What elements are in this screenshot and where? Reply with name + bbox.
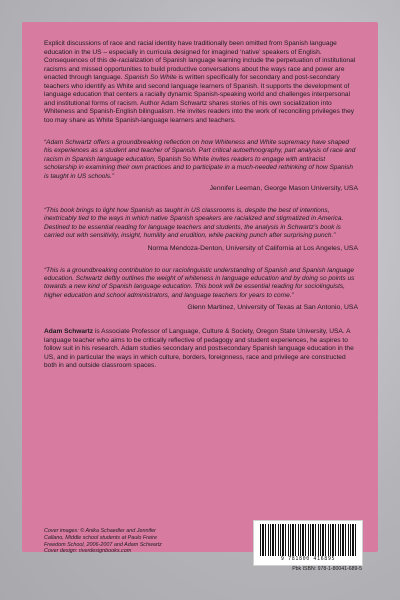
- book-blurb: [44, 40, 358, 125]
- endorsement-attribution: Jennifer Leeman, George Mason University, USA: [209, 185, 358, 193]
- author-bio: [44, 328, 358, 371]
- endorsement-attribution: Norma Mendoza-Denton, University of California at Los Angeles, USA: [147, 244, 358, 252]
- endorsement-attribution: Glenn Martinez, University of Texas at San Antonio, USA: [187, 304, 358, 312]
- endorsement-3: [44, 267, 358, 313]
- author-name: Adam Schwartz: [44, 328, 94, 336]
- endorsement-quote: “This book brings to light how Spanish as taught in US classrooms is, despite the best of intentions, inextricably tied to the ways in which native Spanish speakers are racialized and stigmatized in America. Destined to be essential reading for language teachers and students, the analysis in Schwartz’s book is carried out with sensitivity, insight, humility and erudition, while packing punch after surprising punch.”: [44, 207, 344, 240]
- cover-design-credit: Cover design: riverdesignbooks.com: [44, 548, 132, 555]
- blurb-book-title: Spanish So White: [124, 74, 177, 81]
- endorsement-2: [44, 207, 358, 253]
- cover-credits: [44, 528, 174, 555]
- cover-image-credit: Cover images: © Anika Schaedler and Jennifer Callano, Middle school students at Paulo Freire Freedom School, 2006-2007 and Adam Schwartz: [44, 528, 162, 548]
- barcode-bars: [260, 524, 356, 556]
- endorsement-1: [44, 139, 358, 193]
- blurb-text-start: Explicit discussions of race and racial identity have traditionally been omitted from Spanish language education in the US – especially in curricula designed for imagined ‘native’ speakers of English. Consequences of this de-racialization of Spanish language learning include the perpetuation of institutional racisms and missed opportunities to build productive conversations about the ways race and power are enacted through language.: [44, 40, 356, 81]
- isbn-text: Pbk ISBN: 978-1-80041-689-5: [292, 566, 362, 572]
- author-bio-text: is Associate Professor of Language, Culture & Society, Oregon State University, USA. A language teacher who aims to be critically reflective of pedagogy and student experiences, he aspires to follow suit in his research. Adam studies secondary and postsecondary Spanish language education in the US, and in particular the ways in which culture, borders, foreignness, race and privilege are constructed both in and outside classroom spaces.: [44, 328, 354, 370]
- endorsement-quote: “This is a groundbreaking contribution to our raciolinguistic understanding of Spanish and Spanish language education. Schwartz deftly outlines the weight of whiteness in language education and by doing so points us towards a new kind of Spanish language education. This book will be essential reading for sociolinguists, higher education and school administrators, and language teachers for years to come.”: [44, 266, 355, 299]
- endorsement-quote: “Adam Schwartz offers a groundbreaking reflection on how Whiteness and White supremacy have shaped his experiences as a student and teacher of Spanish. Part critical autoethnography, part analysis of race and racism in Spanish language education, Spanish So White invites readers to engage with antiracist scholarship in examining their own practices and to participate in a much-needed rethinking of how Spanish is taught in US schools.”: [44, 139, 356, 180]
- blurb-text-end: is written specifically for secondary and post-secondary teachers who identify as White and second language learners of Spanish. It supports the development of language education that centers a racially dynamic Spanish-speaking world and challenges interpersonal and institutional forms of racism. Author Adam Schwartz shares stories of his own socialization into Whiteness and Spanish-English bilingualism. He invites readers into the work of reconciling privileges they too may share as White Spanish-language learners and teachers.: [44, 74, 355, 124]
- endorsement-book-title: Spanish So White: [157, 155, 210, 163]
- isbn-barcode: [253, 520, 363, 566]
- barcode-digits: 9 781800 416895: [280, 556, 336, 562]
- cover-text: [44, 40, 358, 371]
